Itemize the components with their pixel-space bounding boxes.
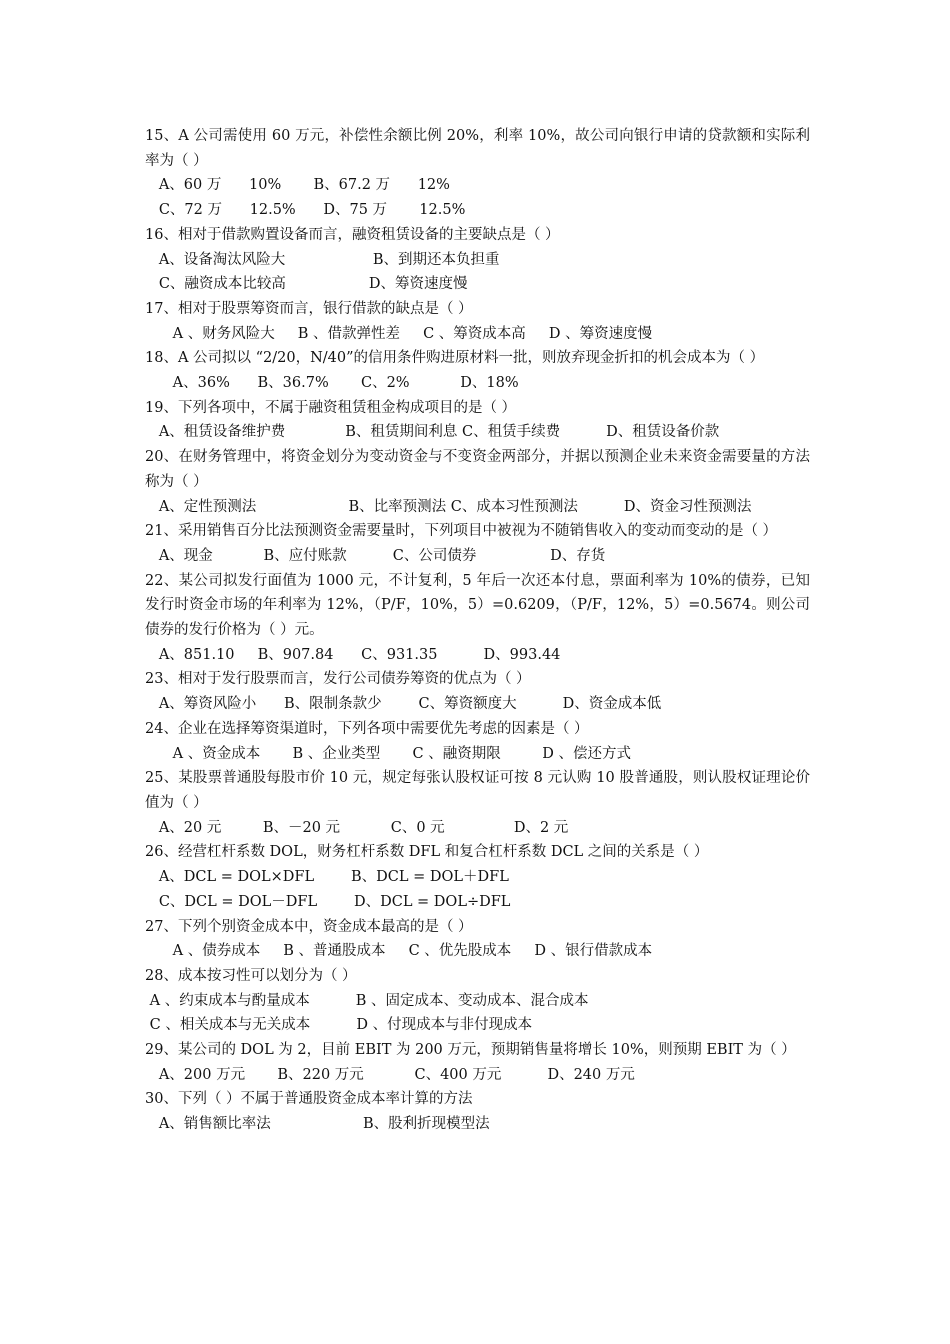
question-26: 26、经营杠杆系数 DOL，财务杠杆系数 DFL 和复合杠杆系数 DCL 之间的关系是（ ）	[145, 844, 709, 861]
question-15: 15、A 公司需使用 60 万元，补偿性余额比例 20%，利率 10%，故公司向银行申请的贷款额和实际利率为（ ）	[145, 128, 810, 169]
options-line: C 、相关成本与无关成本 D 、付现成本与非付现成本	[145, 1017, 533, 1034]
options-line: C、DCL = DOL－DFL D、DCL = DOL÷DFL	[145, 893, 511, 910]
options-line: A 、约束成本与酌量成本 B 、固定成本、变动成本、混合成本	[145, 992, 589, 1009]
question-20: 20、在财务管理中，将资金划分为变动资金与不变资金两部分，并据以预测企业未来资金需要量的方法称为（ ）	[145, 449, 810, 490]
question-21: 21、采用销售百分比法预测资金需要量时，下列项目中被视为不随销售收入的变动而变动的是（ ）	[145, 523, 778, 540]
options-line: A 、资金成本 B 、企业类型 C 、融资期限 D 、偿还方式	[145, 745, 631, 762]
options-line: A、DCL = DOL×DFL B、DCL = DOL＋DFL	[145, 869, 509, 886]
question-19: 19、下列各项中，不属于融资租赁租金构成项目的是（ ）	[145, 399, 517, 416]
question-18: 18、A 公司拟以 “2/20，N/40”的信用条件购进原材料一批，则放弃现金折扣的机会成本为（ ）	[145, 350, 765, 367]
document-page	[145, 124, 810, 1137]
options-line: A、36% B、36.7% C、2% D、18%	[145, 375, 519, 392]
question-29: 29、某公司的 DOL 为 2，目前 EBIT 为 200 万元，预期销售量将增长 10%，则预期 EBIT 为（ ）	[145, 1042, 796, 1059]
options-line: A、200 万元 B、220 万元 C、400 万元 D、240 万元	[145, 1066, 635, 1083]
options-line: C、融资成本比较高 D、筹资速度慢	[145, 276, 468, 293]
question-23: 23、相对于发行股票而言，发行公司债券筹资的优点为（ ）	[145, 671, 531, 688]
question-25: 25、某股票普通股每股市价 10 元，规定每张认股权证可按 8 元认购 10 股普通股，则认股权证理论价值为（ ）	[145, 770, 810, 811]
options-line: A、租赁设备维护费 B、租赁期间利息 C、租赁手续费 D、租赁设备价款	[145, 424, 720, 441]
options-line: A、20 元 B、－20 元 C、0 元 D、2 元	[145, 819, 569, 836]
options-line: A、筹资风险小 B、限制条款少 C、筹资额度大 D、资金成本低	[145, 696, 662, 713]
question-22: 22、某公司拟发行面值为 1000 元，不计复利，5 年后一次还本付息，票面利率为 10%的债券，已知发行时资金市场的年利率为 12%，（P/F，10%，5）=0.6209，（P/F，12%，5）=0.5674。则公司债券的发行价格为（ ）元。	[145, 572, 810, 639]
options-line: A、现金 B、应付账款 C、公司债券 D、存货	[145, 547, 606, 564]
options-line: A 、财务风险大 B 、借款弹性差 C 、筹资成本高 D 、筹资速度慢	[145, 325, 653, 342]
options-line: A、设备淘汰风险大 B、到期还本负担重	[145, 251, 500, 268]
options-line: C、72 万 12.5% D、75 万 12.5%	[145, 202, 466, 219]
question-16: 16、相对于借款购置设备而言，融资租赁设备的主要缺点是（ ）	[145, 226, 560, 243]
options-line: A、60 万 10% B、67.2 万 12%	[145, 177, 450, 194]
question-30: 30、下列（ ）不属于普通股资金成本率计算的方法	[145, 1091, 473, 1108]
options-line: A、销售额比率法 B、股利折现模型法	[145, 1116, 490, 1133]
question-28: 28、成本按习性可以划分为（ ）	[145, 967, 357, 984]
options-line: A 、债券成本 B 、普通股成本 C 、优先股成本 D 、银行借款成本	[145, 943, 653, 960]
question-17: 17、相对于股票筹资而言，银行借款的缺点是（ ）	[145, 300, 473, 317]
question-24: 24、企业在选择筹资渠道时，下列各项中需要优先考虑的因素是（ ）	[145, 720, 589, 737]
options-line: A、定性预测法 B、比率预测法 C、成本习性预测法 D、资金习性预测法	[145, 498, 752, 515]
question-27: 27、下列个别资金成本中，资金成本最高的是（ ）	[145, 918, 473, 935]
options-line: A、851.10 B、907.84 C、931.35 D、993.44	[145, 646, 561, 663]
